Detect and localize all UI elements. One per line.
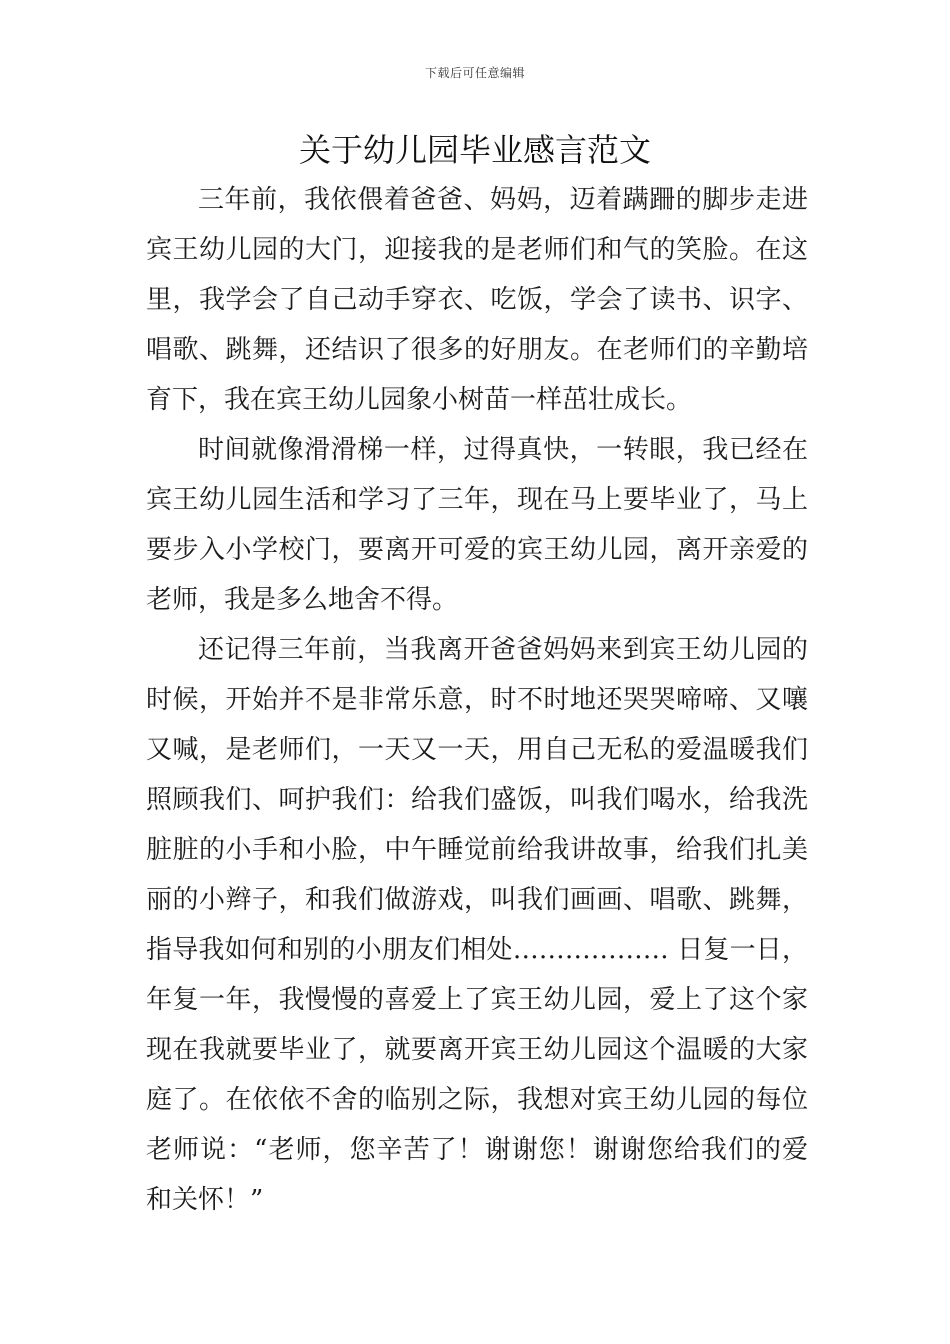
paragraph-line: 宾王幼儿园的大门，迎接我的是老师们和气的笑脸。在这 <box>146 235 808 265</box>
paragraph-line: 要步入小学校门，要离开可爱的宾王幼儿园，离开亲爱的 <box>146 535 808 565</box>
page-title: 关于幼儿园毕业感言范文 <box>298 131 651 169</box>
header-note: 下载后可任意编辑 <box>424 66 525 80</box>
body-text <box>146 175 808 1225</box>
paragraph-line: 宾王幼儿园生活和学习了三年，现在马上要毕业了，马上 <box>146 485 808 515</box>
paragraph-line: 年复一年，我慢慢的喜爱上了宾王幼儿园，爱上了这个家 <box>146 985 808 1015</box>
paragraph-line: 庭了。在依依不舍的临别之际，我想对宾王幼儿园的每位 <box>146 1085 808 1115</box>
paragraph-line: 时候，开始并不是非常乐意，时不时地还哭哭啼啼、又嚷 <box>146 685 808 715</box>
paragraph-line: 育下，我在宾王幼儿园象小树苗一样茁壮成长。 <box>146 385 693 415</box>
paragraph-line: 时间就像滑滑梯一样，过得真快，一转眼，我已经在 <box>198 435 808 465</box>
paragraph-line: 丽的小辫子，和我们做游戏，叫我们画画、唱歌、跳舞， <box>146 885 808 915</box>
paragraph-line: 又喊，是老师们，一天又一天，用自己无私的爱温暖我们 <box>146 735 808 765</box>
paragraph-line: 现在我就要毕业了，就要离开宾王幼儿园这个温暖的大家 <box>146 1035 808 1065</box>
paragraph-line: 老师，我是多么地舍不得。 <box>146 585 459 615</box>
paragraph-line: 照顾我们、呵护我们：给我们盛饭，叫我们喝水，给我洗 <box>146 785 808 815</box>
paragraph-line: 老师说：“老师，您辛苦了！谢谢您！谢谢您给我们的爱 <box>146 1135 808 1165</box>
paragraph-line: 脏脏的小手和小脸，中午睡觉前给我讲故事，给我们扎美 <box>146 835 808 865</box>
paragraph-line: 指导我如何和别的小朋友们相处……………… 日复一日， <box>146 935 808 965</box>
paragraph-line: 唱歌、跳舞，还结识了很多的好朋友。在老师们的辛勤培 <box>146 335 808 365</box>
paragraph-line: 和关怀！” <box>146 1185 264 1215</box>
paragraph-line: 里，我学会了自己动手穿衣、吃饭，学会了读书、识字、 <box>146 285 808 315</box>
paragraph-line: 还记得三年前，当我离开爸爸妈妈来到宾王幼儿园的 <box>198 635 808 665</box>
paragraph-line: 三年前，我依偎着爸爸、妈妈，迈着蹒跚的脚步走进 <box>198 185 808 215</box>
